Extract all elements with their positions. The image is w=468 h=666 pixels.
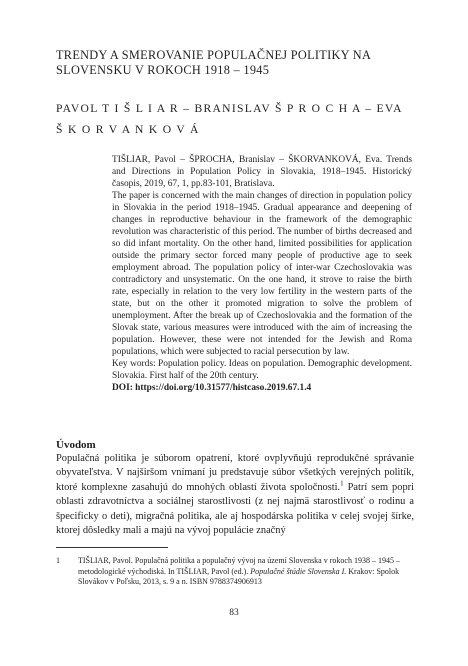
abstract-citation: TIŠLIAR, Pavol – ŠPROCHA, Branislav – ŠKORVANKOVÁ, Eva. Trends and Directions in Population Policy in Slovakia, 1918–1945. Historický časopis, 2019, 67, 1, pp.83-101, Bratislava. xyxy=(112,155,412,189)
footnote-text-before: TIŠLIAR, Pavol. Populačná politika a populačný vývoj na území Slovenska v rokoch 1938 – 1945 – metodologické východiská. In TIŠLIAR, Pavol (ed.). xyxy=(78,556,400,576)
body-paragraph xyxy=(56,452,414,538)
footnote xyxy=(56,556,416,588)
footnote-number: 1 xyxy=(56,556,60,565)
section-heading: Úvodom xyxy=(56,439,96,451)
body-text-part-2: Patrí sem popri oblasti zdravotníctva a sociálnej starostlivosti (z nej najmä starostlivosť o rodinu a špecificky o deti), migračná politika, ale aj hospodárska politika v celej svojej šírke, ktorej dôsledky mali a majú na vývoj populácie značný xyxy=(56,481,414,537)
abstract xyxy=(112,154,412,394)
authors-line-1: PAVOL T I Š L I A R – BRANISLAV Š P R O C H A – EVA xyxy=(56,102,403,115)
article-title: TRENDY A SMEROVANIE POPULAČNEJ POLITIKY NA SLOVENSKU V ROKOCH 1918 – 1945 xyxy=(56,48,371,77)
footnote-reference[interactable]: 1 xyxy=(340,479,344,488)
body-text-part-1: Populačná politika je súborom opatrení, ktoré ovplyvňujú reprodukčné správanie obyvateľstva. V najširšom vnímaní ju predstavuje súbor všetkých verejných politík, ktoré komplexne zasahujú do mnohých oblastí života spoločnosti. xyxy=(56,453,414,493)
authors-line-2: Š K O R V A N K O V Á xyxy=(56,123,200,136)
abstract-summary: The paper is concerned with the main changes of direction in population policy in Slovakia in the period 1918–1945. Gradual appearance and deepening of changes in reproductive behaviour in the framework of the demographic revolution was characteristic of this period. The number of births decreased and so did infant mortality. On the other hand, limited possibilities for application outside the primary sector forced many people of productive age to seek employment abroad. The population policy of inter-war Czechoslovakia was contradictory and unsystematic. On the one hand, it strove to raise the birth rate, especially in relation to the very low fertility in the western parts of the state, but on the other it promoted migration to solve the problem of unemployment. After the break up of Czechoslovakia and the formation of the Slovak state, various measures were introduced with the aim of increasing the population. However, these were not intended for the Jewish and Roma populations, which were subjected to racial persecution by law. xyxy=(112,191,412,357)
abstract-doi[interactable]: DOI: https://doi.org/10.31577/histcaso.2019.67.1.4 xyxy=(112,383,312,393)
abstract-keywords: Key words: Population policy. Ideas on population. Demographic development. Slovakia. First half of the 20th century. xyxy=(112,359,412,381)
footnote-italic-title: Populačné štúdie Slovenska I. xyxy=(250,566,347,576)
page-number: 83 xyxy=(229,608,239,618)
article-authors xyxy=(56,98,436,140)
footnote-text xyxy=(78,556,416,588)
footnote-text-after: Krakov: Spolok Slovákov v Poľsku, 2013, s. 9 a n. ISBN 9788374906913 xyxy=(78,566,400,587)
footnote-divider xyxy=(56,547,168,548)
